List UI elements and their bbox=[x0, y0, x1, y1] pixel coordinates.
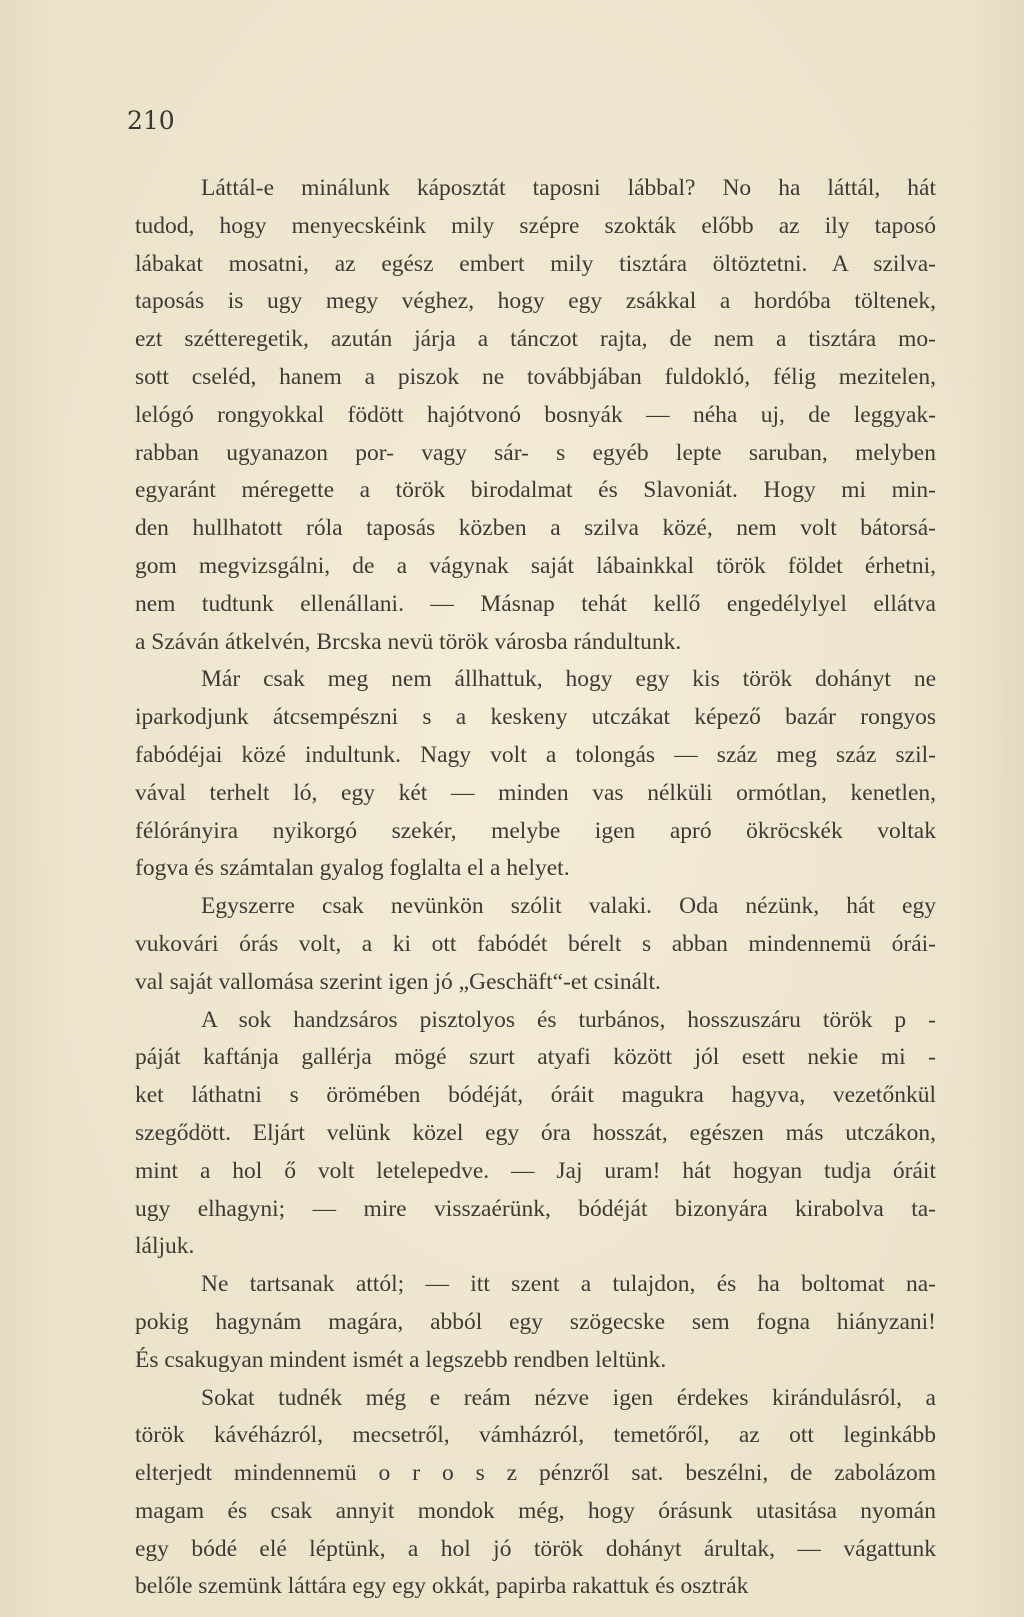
text-line: belőle szemünk láttára egy egy okkát, papirba rakattuk és osztrák bbox=[135, 1573, 749, 1600]
page-number: 210 bbox=[127, 106, 175, 135]
text-line: egy bódé elé léptünk, a hol jó török dohányt árultak, — vágattunk bbox=[135, 1535, 936, 1562]
text-line: török kávéházról, mecsetről, vámházról, temetőről, az ott leginkább bbox=[135, 1422, 936, 1449]
text-line: ezt szétteregetik, azután járja a tánczot rajta, de nem a tisztára mo- bbox=[135, 326, 936, 353]
text-line: lábakat mosatni, az egész embert mily tisztára öltöztetni. A szilva- bbox=[135, 250, 936, 277]
paragraph-2 bbox=[135, 661, 936, 888]
text-line: páját kaftánja gallérja mögé szurt atyafi között jól esett nekie mi - bbox=[135, 1044, 936, 1071]
text-line: taposás is ugy megy véghez, hogy egy zsákkal a hordóba töltenek, bbox=[135, 288, 936, 315]
text-line: vukovári órás volt, a ki ott fabódét bérelt s abban mindennemü órái- bbox=[135, 930, 936, 957]
text-line: félórányira nyikorgó szekér, melybe igen apró ökröcskék voltak bbox=[135, 817, 936, 844]
text-line: nem tudtunk ellenállani. — Másnap tehát kellő engedélylyel ellátva bbox=[135, 590, 936, 617]
text-line: ket láthatni s örömében bódéját, óráit magukra hagyva, vezetőnkül bbox=[135, 1082, 936, 1109]
paragraph-4 bbox=[135, 1002, 936, 1267]
text-line: magam és csak annyit mondok még, hogy órásunk utasitása nyomán bbox=[135, 1497, 936, 1524]
text-line: Egyszerre csak nevünkön szólit valaki. Oda nézünk, hát egy bbox=[201, 893, 936, 920]
text-line: val saját vallomása szerint igen jó „Geschäft“-et csinált. bbox=[135, 968, 661, 995]
paragraph-5 bbox=[135, 1266, 936, 1379]
text-line: sott cseléd, hanem a piszok ne továbbjában fuldokló, félig mezitelen, bbox=[135, 363, 936, 390]
text-line: ugy elhagyni; — mire visszaérünk, bódéját bizonyára kirabolva ta- bbox=[135, 1195, 936, 1222]
text-line: fabódéjai közé indultunk. Nagy volt a tolongás — száz meg száz szil- bbox=[135, 741, 936, 768]
text-line: Láttál-e minálunk káposztát taposni lábbal? No ha láttál, hát bbox=[201, 175, 936, 201]
text-line: egyaránt méregette a török birodalmat és Slavoniát. Hogy mi min- bbox=[135, 477, 936, 504]
text-line: gom megvizsgálni, de a vágynak saját lábainkkal török földet érhetni, bbox=[135, 552, 936, 579]
text-line: den hullhatott róla taposás közben a szilva közé, nem volt bátorsá- bbox=[135, 515, 936, 542]
text-line: iparkodjunk átcsempészni s a keskeny utczákat képező bazár rongyos bbox=[135, 704, 936, 731]
text-line: mint a hol ő volt letelepedve. — Jaj uram! hát hogyan tudja óráit bbox=[135, 1157, 936, 1184]
text-line: láljuk. bbox=[135, 1233, 195, 1260]
text-line: a Száván átkelvén, Brcska nevü török városba rándultunk. bbox=[135, 628, 682, 655]
text-line: rabban ugyanazon por- vagy sár- s egyéb lepte saruban, melyben bbox=[135, 439, 936, 466]
text-line: vával terhelt ló, egy két — minden vas nélküli ormótlan, kenetlen, bbox=[135, 779, 936, 806]
paragraph-6 bbox=[135, 1380, 936, 1607]
text-line: A sok handzsáros pisztolyos és turbános, hosszuszáru török p - bbox=[201, 1006, 936, 1033]
text-line: pokig hagynám magára, abból egy szögecske sem fogna hiányzani! bbox=[135, 1308, 936, 1335]
paragraph-1 bbox=[135, 170, 936, 661]
text-line: tudod, hogy menyecskéink mily szépre szokták előbb az ily taposó bbox=[135, 212, 936, 239]
text-line: fogva és számtalan gyalog foglalta el a helyet. bbox=[135, 855, 570, 882]
text-line: És csakugyan mindent ismét a legszebb rendben leltünk. bbox=[135, 1346, 667, 1373]
text-line: Már csak meg nem állhattuk, hogy egy kis török dohányt ne bbox=[201, 666, 936, 693]
text-line: lelógó rongyokkal födött hajótvonó bosnyák — néha uj, de leggyak- bbox=[135, 401, 936, 428]
body-text bbox=[135, 170, 936, 1606]
text-line: Ne tartsanak attól; — itt szent a tulajdon, és ha boltomat na- bbox=[201, 1271, 936, 1298]
paragraph-3 bbox=[135, 888, 936, 1001]
text-line: Sokat tudnék még e reám nézve igen érdekes kirándulásról, a bbox=[201, 1384, 936, 1411]
text-line: elterjedt mindennemü o r o s z pénzről sat. beszélni, de zabolázom bbox=[135, 1460, 936, 1487]
text-line: szegődött. Eljárt velünk közel egy óra hosszát, egészen más utczákon, bbox=[135, 1119, 936, 1146]
